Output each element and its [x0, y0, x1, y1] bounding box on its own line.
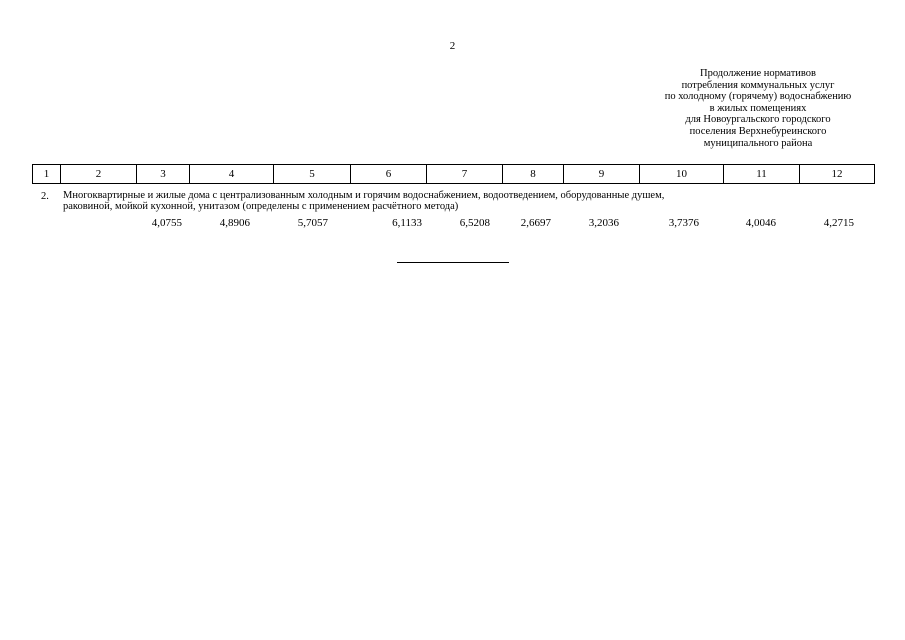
column-number-cell: 4 — [190, 165, 274, 184]
heading-line: потребления коммунальных услуг — [681, 79, 835, 91]
norm-value: 4,0046 — [745, 217, 776, 229]
column-number-cell: 8 — [503, 165, 564, 184]
column-number-cell: 1 — [33, 165, 61, 184]
heading-line: муниципального района — [703, 137, 813, 149]
row-description — [63, 191, 843, 212]
norm-value: 3,7376 — [668, 217, 699, 229]
norm-value: 2,6697 — [520, 217, 551, 229]
row-number: 2. — [41, 191, 49, 202]
norm-value: 4,8906 — [219, 217, 250, 229]
row-description-line: Многоквартирные и жилые дома с централизованным холодным и горячим водоснабжением, водоотведением, оборудованные душем, — [63, 190, 665, 201]
column-number-cell: 10 — [640, 165, 724, 184]
heading-line: поселения Верхнебуреинского — [689, 125, 827, 137]
row-description-line: раковиной, мойкой кухонной, унитазом (определены с применением расчётного метода) — [63, 200, 459, 212]
norm-value: 3,2036 — [588, 217, 619, 229]
norm-value: 6,1133 — [392, 217, 422, 229]
column-number-cell: 12 — [800, 165, 875, 184]
column-number-cell: 6 — [351, 165, 427, 184]
footer-divider — [397, 262, 509, 263]
column-number-cell: 7 — [427, 165, 503, 184]
column-number-cell: 2 — [61, 165, 137, 184]
column-number-cell: 11 — [724, 165, 800, 184]
norm-value: 4,2715 — [823, 217, 854, 229]
column-number-cell: 3 — [137, 165, 190, 184]
heading-line: по холодному (горячему) водоснабжению — [664, 91, 852, 103]
norm-value: 6,5208 — [459, 217, 490, 229]
heading-line: для Новоургальского городского — [685, 114, 831, 126]
norm-value: 4,0755 — [151, 217, 182, 229]
column-number-row — [33, 165, 875, 184]
column-number-table — [32, 164, 875, 184]
column-number-cell: 5 — [274, 165, 351, 184]
page-number: 2 — [449, 40, 456, 52]
heading-line: Продолжение нормативов — [700, 68, 816, 79]
column-number-cell: 9 — [564, 165, 640, 184]
norm-value: 5,7057 — [297, 217, 328, 229]
heading-line: в жилых помещениях — [709, 102, 807, 114]
document-heading — [640, 68, 876, 149]
